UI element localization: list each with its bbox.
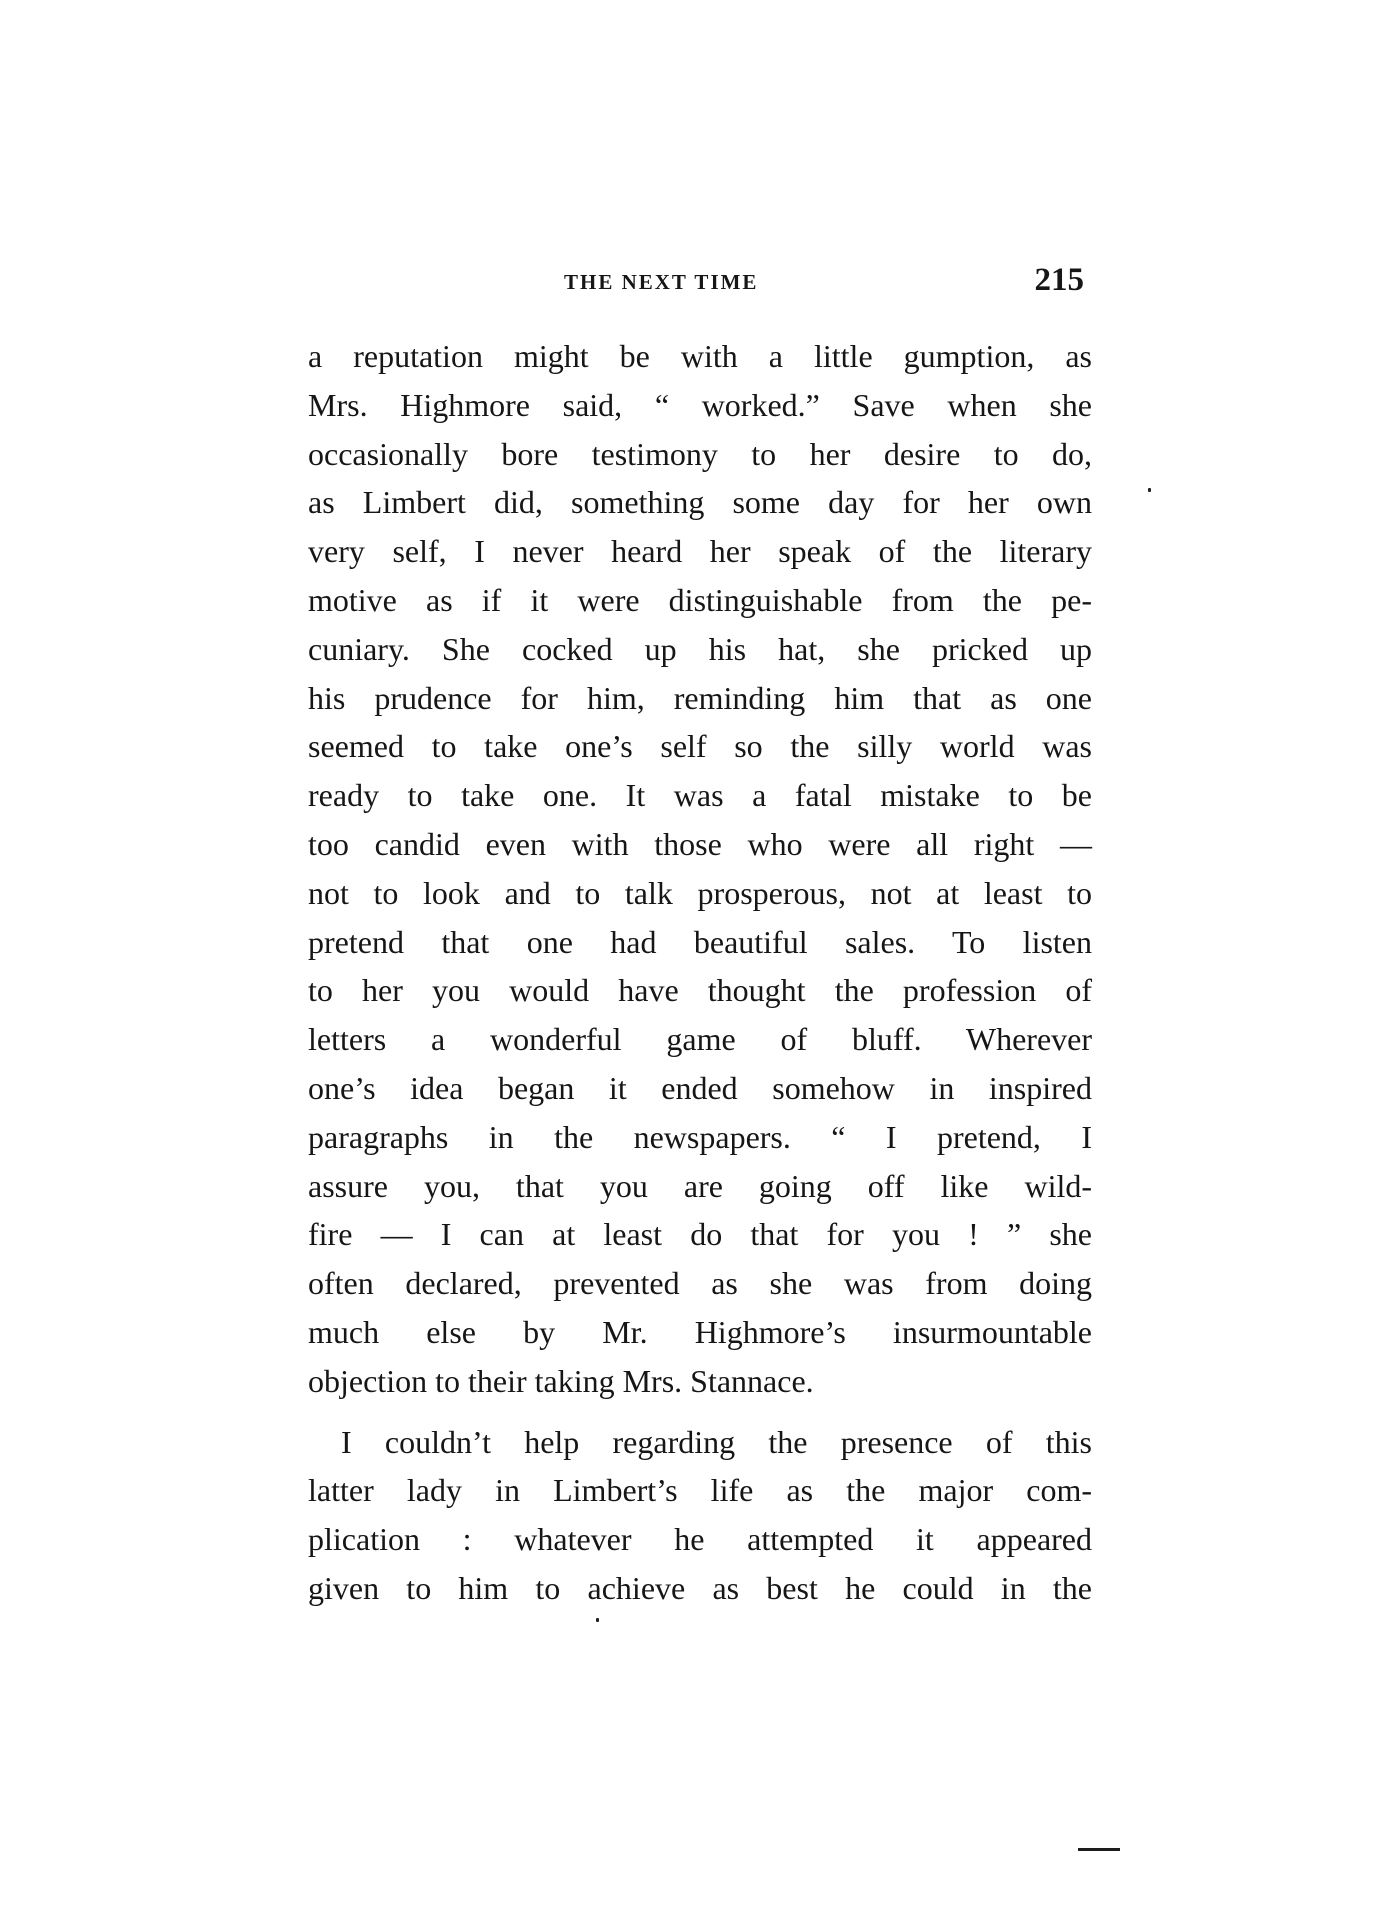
- text-line: I couldn’t help regarding the presence of this: [341, 1423, 1092, 1460]
- text-line: given to him to achieve as best he could in the: [308, 1569, 1092, 1606]
- page-number: 215: [1034, 262, 1084, 298]
- text-line: often declared, prevented as she was from doing: [308, 1265, 1092, 1302]
- text-line: seemed to take one’s self so the silly world was: [308, 728, 1092, 765]
- text-line: pretend that one had beautiful sales. To listen: [308, 923, 1092, 960]
- text-line: assure you, that you are going off like wild-: [308, 1167, 1092, 1204]
- ink-speck: [596, 1618, 599, 1622]
- text-line: to her you would have thought the profession of: [308, 972, 1092, 1009]
- text-line: latter lady in Limbert’s life as the major com-: [308, 1472, 1092, 1509]
- text-line: not to look and to talk prosperous, not at least to: [308, 874, 1092, 911]
- text-line: paragraphs in the newspapers. “ I pretend, I: [308, 1118, 1092, 1155]
- page-header: [308, 262, 1090, 302]
- text-line: letters a wonderful game of bluff. Wherever: [308, 1021, 1092, 1058]
- text-line: Mrs. Highmore said, “ worked.” Save when she: [308, 386, 1092, 423]
- text-line: much else by Mr. Highmore’s insurmountable: [308, 1313, 1092, 1350]
- text-line: ready to take one. It was a fatal mistake to be: [308, 777, 1092, 814]
- text-line: a reputation might be with a little gumption, as: [308, 338, 1092, 374]
- ink-speck: [1148, 488, 1151, 492]
- text-line: too candid even with those who were all right —: [308, 825, 1092, 862]
- paragraph: [308, 1418, 1092, 1613]
- running-head: THE NEXT TIME: [564, 270, 759, 294]
- text-line: his prudence for him, reminding him that as one: [308, 679, 1092, 716]
- text-line: as Limbert did, something some day for her own: [308, 484, 1092, 521]
- paragraph: [308, 332, 1092, 1406]
- body-text: [308, 332, 1092, 1613]
- text-line: motive as if it were distinguishable from the pe-: [308, 581, 1092, 618]
- text-line: fire — I can at least do that for you ! ” she: [308, 1216, 1092, 1253]
- paragraph-gap: [308, 1406, 1092, 1418]
- text-line: one’s idea began it ended somehow in inspired: [308, 1069, 1092, 1106]
- text-line: objection to their taking Mrs. Stannace.: [308, 1362, 814, 1399]
- text-line: occasionally bore testimony to her desire to do,: [308, 435, 1092, 472]
- catchword-rule: [1078, 1848, 1120, 1851]
- text-line: cuniary. She cocked up his hat, she pricked up: [308, 630, 1092, 667]
- text-line: very self, I never heard her speak of the literary: [308, 533, 1092, 570]
- text-line: plication : whatever he attempted it appeared: [308, 1521, 1092, 1558]
